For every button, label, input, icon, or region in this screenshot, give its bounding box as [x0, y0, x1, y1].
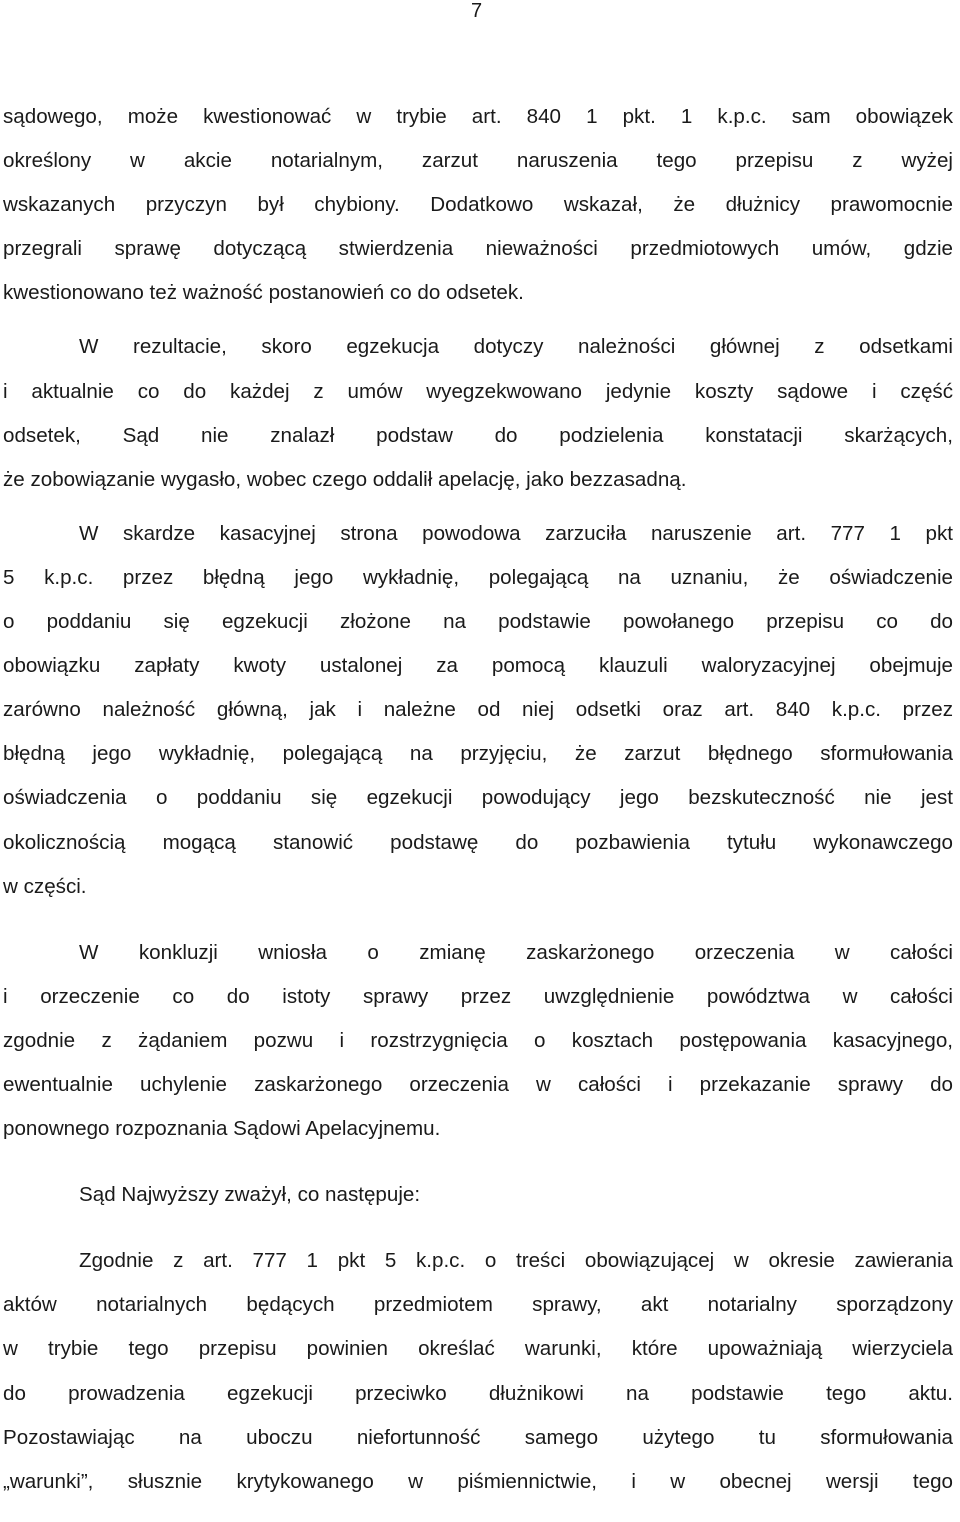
- text-line: ponownego rozpoznania Sądowi Apelacyjnemu.: [3, 1117, 441, 1141]
- page-number: 7: [471, 0, 483, 22]
- text-line: 5 k.p.c. przez błędną jego wykładnię, polegającą na uznaniu, że oświadczenie: [3, 565, 953, 589]
- text-line: aktów notarialnych będących przedmiotem sprawy, akt notarialny sporządzony: [3, 1293, 953, 1317]
- text-line: o poddaniu się egzekucji złożone na podstawie powołanego przepisu co do: [3, 610, 953, 634]
- text-line: przegrali sprawę dotyczącą stwierdzenia nieważności przedmiotowych umów, gdzie: [3, 237, 953, 261]
- text-line: obowiązku zapłaty kwoty ustalonej za pomocą klauzuli waloryzacyjnej obejmuje: [3, 654, 953, 678]
- text-line: okolicznością mogącą stanowić podstawę do pozbawienia tytułu wykonawczego: [3, 830, 953, 854]
- paragraph-result: [3, 325, 953, 501]
- text-line: i aktualnie co do każdej z umów wyegzekwowano jedynie koszty sądowe i część: [3, 379, 953, 403]
- paragraph-court-considered: [3, 1173, 953, 1217]
- text-line: do prowadzenia egzekucji przeciwko dłużnikowi na podstawie tego aktu.: [3, 1381, 953, 1405]
- text-line: kwestionowano też ważność postanowień co do odsetek.: [3, 281, 524, 305]
- text-line: wskazanych przyczyn był chybiony. Dodatkowo wskazał, że dłużnicy prawomocnie: [3, 193, 953, 217]
- text-line: zgodnie z żądaniem pozwu i rozstrzygnięcia o kosztach postępowania kasacyjnego,: [3, 1028, 953, 1052]
- document-body: [3, 95, 953, 1504]
- text-line: w części.: [3, 874, 87, 898]
- text-line: że zobowiązanie wygasło, wobec czego oddalił apelację, jako bezzasadną.: [3, 467, 687, 491]
- text-line: „warunki”, słusznie krytykowanego w piśmiennictwie, i w obecnej wersji tego: [3, 1469, 953, 1493]
- text-line: zarówno należność główną, jak i należne od niej odsetki oraz art. 840 k.p.c. przez: [3, 698, 953, 722]
- text-line: błędną jego wykładnię, polegającą na przyjęciu, że zarzut błędnego sformułowania: [3, 742, 953, 766]
- text-line: W skardze kasacyjnej strona powodowa zarzuciła naruszenie art. 777 1 pkt: [79, 521, 953, 545]
- paragraph-cassation-complaint: [3, 512, 953, 909]
- text-line: i orzeczenie co do istoty sprawy przez uwzględnienie powództwa w całości: [3, 984, 953, 1008]
- text-line: odsetek, Sąd nie znalazł podstaw do podzielenia konstatacji skarżących,: [3, 423, 953, 447]
- text-line: W rezultacie, skoro egzekucja dotyczy należności głównej z odsetkami: [79, 335, 953, 359]
- text-line: w trybie tego przepisu powinien określać warunki, które upoważniają wierzyciela: [3, 1337, 953, 1361]
- text-line: określony w akcie notarialnym, zarzut naruszenia tego przepisu z wyżej: [3, 149, 953, 173]
- text-line: Sąd Najwyższy zważył, co następuje:: [79, 1183, 421, 1207]
- paragraph-legal-basis: [3, 1239, 953, 1504]
- paragraph-continuation: [3, 95, 953, 315]
- text-line: Pozostawiając na uboczu niefortunność samego użytego tu sformułowania: [3, 1425, 953, 1449]
- text-line: Zgodnie z art. 777 1 pkt 5 k.p.c. o treści obowiązującej w okresie zawierania: [79, 1249, 953, 1273]
- text-line: oświadczenia o poddaniu się egzekucji powodujący jego bezskuteczność nie jest: [3, 786, 953, 810]
- text-line: W konkluzji wniosła o zmianę zaskarżonego orzeczenia w całości: [79, 940, 953, 964]
- text-line: sądowego, może kwestionować w trybie art. 840 1 pkt. 1 k.p.c. sam obowiązek: [3, 105, 953, 128]
- text-line: ewentualnie uchylenie zaskarżonego orzeczenia w całości i przekazanie sprawy do: [3, 1072, 953, 1096]
- paragraph-conclusion: [3, 931, 953, 1151]
